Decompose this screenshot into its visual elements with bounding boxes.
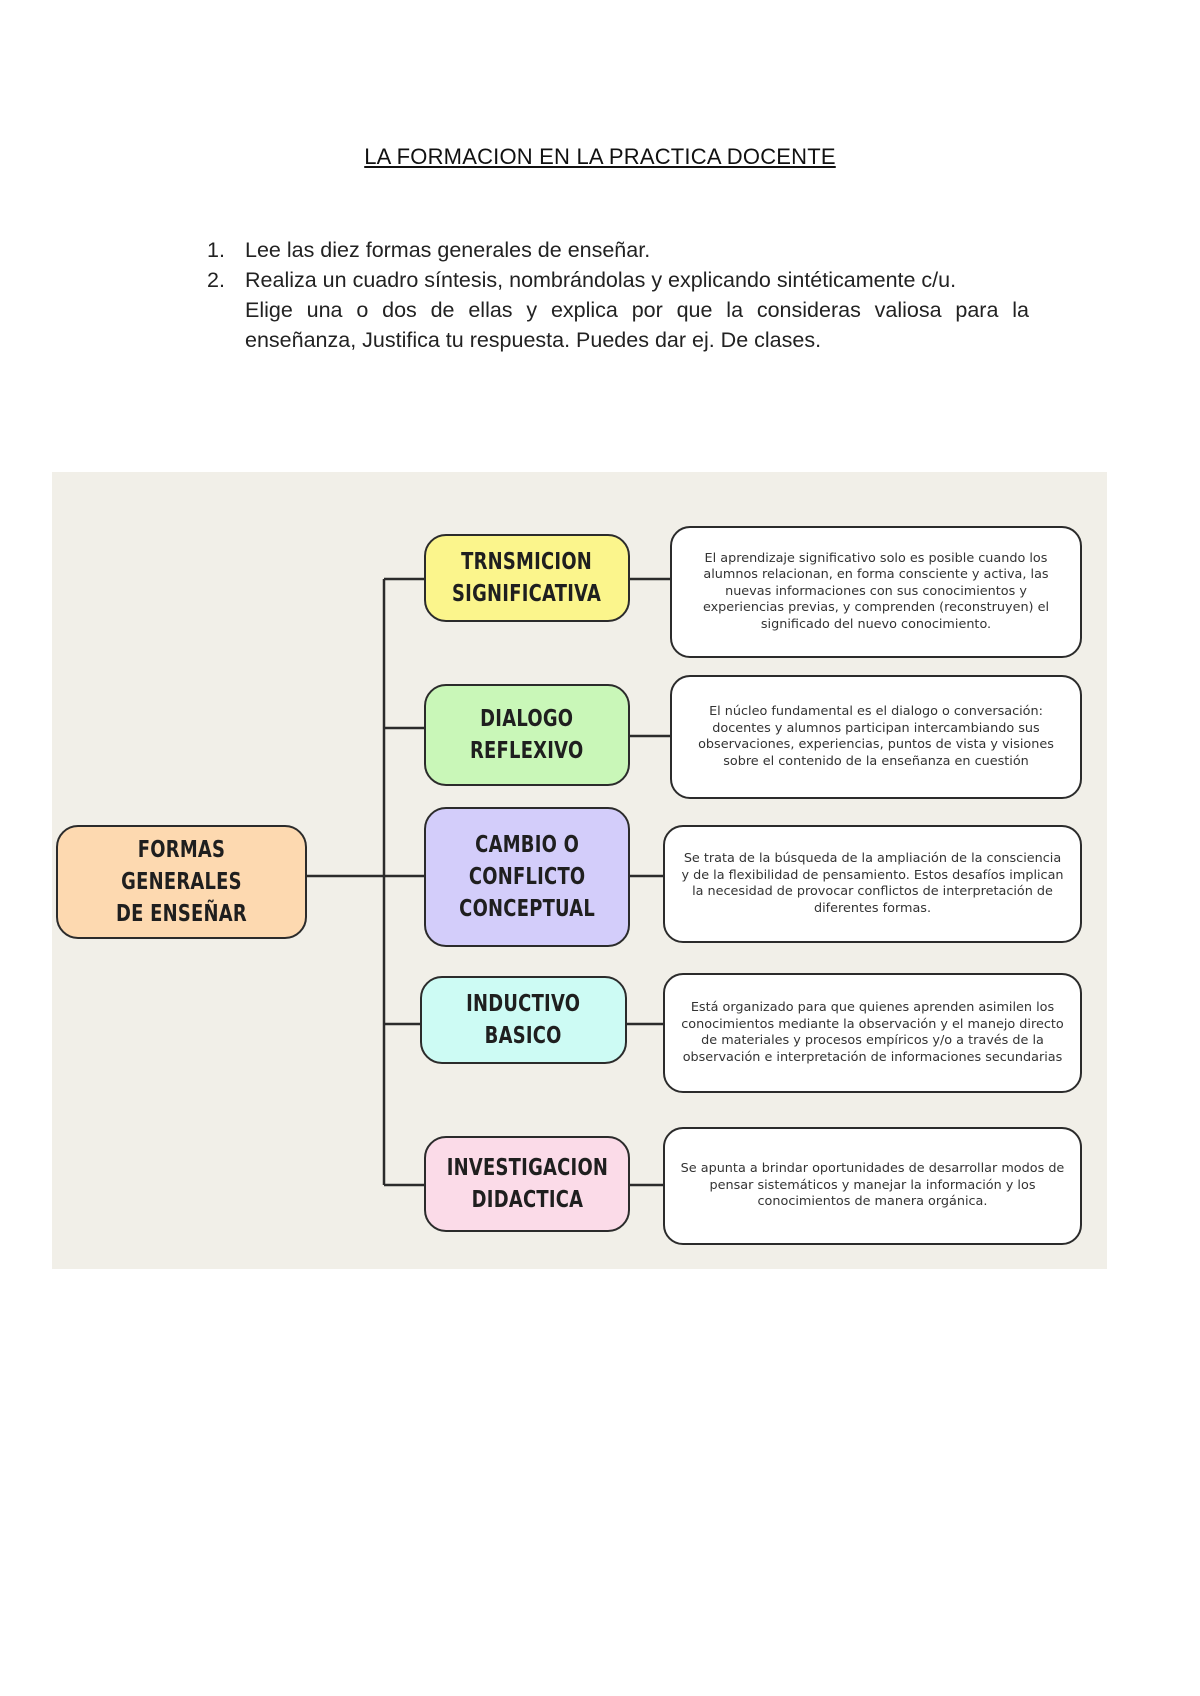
- description-text: Se trata de la búsqueda de la ampliación de la consciencia y de la flexibilidad de pensamiento. Estos desafíos implican la necesidad de provocar conflictos de interpretación de diferentes formas.: [681, 851, 1064, 916]
- branch-node-label: CAMBIO O CONFLICTO CONCEPTUAL: [459, 832, 595, 922]
- branch-node-dialogo-reflexivo: [424, 684, 630, 786]
- description-box-dialogo-reflexivo: [670, 675, 1082, 799]
- description-box-investigacion-didactica: [663, 1127, 1082, 1245]
- description-text: El núcleo fundamental es el dialogo o conversación: docentes y alumnos participan intercambiando sus observaciones, experiencias, puntos de vista y visiones sobre el contenido de la enseñanza en cuestión: [698, 704, 1054, 769]
- branch-node-investigacion-didactica: [424, 1136, 630, 1232]
- instruction-number: 2.: [207, 268, 225, 292]
- branch-node-label: DIALOGO REFLEXIVO: [470, 706, 584, 764]
- instruction-item: [207, 235, 1029, 265]
- branch-node-inductivo-basico: [420, 976, 627, 1064]
- description-box-inductivo-basico: [663, 973, 1082, 1093]
- branch-node-cambio-conflicto-conceptual: [424, 807, 630, 947]
- instruction-extra-text: Elige una o dos de ellas y explica por que la consideras valiosa para la enseñanza, Justifica tu respuesta. Puedes dar ej. De clases.: [245, 298, 1029, 352]
- instruction-text: Lee las diez formas generales de enseñar.: [245, 238, 651, 262]
- document-title: LA FORMACION EN LA PRACTICA DOCENTE: [364, 144, 836, 169]
- branch-node-label: INVESTIGACION DIDACTICA: [446, 1155, 608, 1213]
- branch-node-label: TRNSMICION SIGNIFICATIVA: [452, 549, 602, 607]
- description-text: Está organizado para que quienes aprenden asimilen los conocimientos mediante la observación y el manejo directo de materiales y procesos empíricos y/o a través de la observación e interpretación de informaciones secundarias: [681, 1000, 1064, 1065]
- description-box-cambio-conflicto-conceptual: [663, 825, 1082, 943]
- instruction-text: Realiza un cuadro síntesis, nombrándolas y explicando sintéticamente c/u.: [245, 268, 957, 292]
- concept-map: [52, 472, 1107, 1269]
- branch-node-transmision-significativa: [424, 534, 630, 622]
- description-text: Se apunta a brindar oportunidades de desarrollar modos de pensar sistemáticos y manejar la información y los conocimientos de manera orgánica.: [680, 1161, 1065, 1210]
- root-node-label: FORMAS GENERALES DE ENSEÑAR: [116, 837, 247, 927]
- root-node: [56, 825, 307, 939]
- instruction-number: 1.: [207, 238, 225, 262]
- instruction-item: [207, 265, 1029, 355]
- branch-node-label: INDUCTIVO BASICO: [466, 991, 581, 1049]
- instructions-list: [207, 235, 1029, 355]
- description-box-transmision-significativa: [670, 526, 1082, 658]
- description-text: El aprendizaje significativo solo es posible cuando los alumnos relacionan, en forma consciente y activa, las nuevas informaciones con sus conocimientos y experiencias previas, y comprenden (reconstruyen) el significado del nuevo conocimiento.: [702, 550, 1050, 632]
